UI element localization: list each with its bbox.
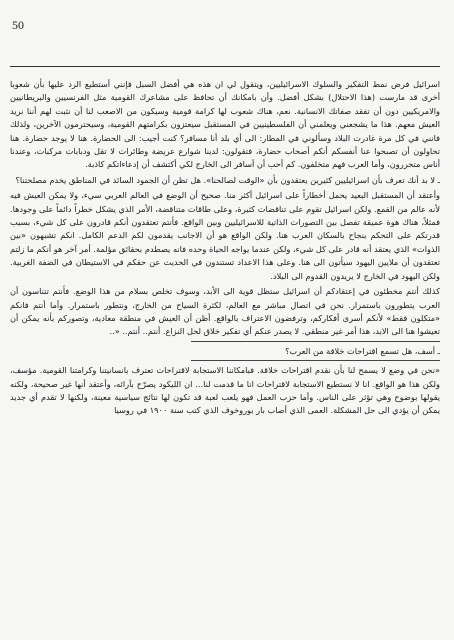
paragraph-1: اسرائيل فرض نمط التفكير والسلوك الاسرائيليين، ويتقول لي ان هذه هي أفضل السبل فإنني أستطيع الرد عليها بأن شعوبا أخرى قد مارست (هذا الاحتلال) بشكل أفضل. وأن بامكانك أن تحافظ على مشاعرك القومية مثل الفرنسيين والبريطانيين والامريكيين دون أن تفقد صفاتك الانسانية. نعم، هناك شعوب لها كرامة قومية وسيكون من الاصعب لنا أن نثبت لهم أننا نريد العيش معهم. هذا ما يشجعني ويعلمني أن الفلسطينيين في المستقبل سيعتزون بكرامتهم القومية، وسيحترمون الآخرين، ولذلك فانني في كل مرة غادرت البلاد وسألوني في المطار: الى أي بلد أنا مسافر؟ كنت أجيب: الى الحضارة. هنا لا يوجد حضارة. هنا تحاولون أن تصبحوا عنا أنفسكم أنكم أصحاب حضارة، فتقولون: لدينا شوارع عريضة وطائرات لا تقل ودبابات مركبات، وعندنا أناس متحررون، وأما العرب فهم متخلفون. كم أحب أن أسافر الى الخارج لكي أكتشف أن إدعاءاتكم كاذبة. [10,79,440,170]
answer-paragraph: «نحن في وضع لا يسمح لنا بأن نقدم اقتراحات خلاقة. فبامكاننا الاستجابة لاقتراحات تعترف بانسانيتنا وكرامتنا القومية. مؤسف، ولكن هذا هو الواقع. انا لا نستطيع الاستجابة لاقتراحات انا ما قدمت لنا... ان الليكود يصرّح بآرائه، وأعتقد أنها غير صحيحة، ولكنه يقولها بوضوح وهي تؤثر على الناس. وأما حزب العمل فهو يلعب لعبة قد تكون لها نتائج سياسية معينة، ولكنها لا تقدم أي جديد يمكن أن يؤدي الى حل المشكلة. العمى الذي أصاب بار بوروخوف الذي كتب سنة ١٩٠٠ في روسيا [10,365,440,416]
header-rule [10,66,440,67]
paragraph-3: وأعتقد أن المستقبل البعيد يحمل أخطاراً على اسرائيل أكثر منا. صحيح أن الوضع في العالم العربي سيء، ولا يمكن العيش فيه لأنه عالم من القمع. ولكن اسرائيل تقوم على تناقضات كثيرة، وعلى طاقات متناقضة، الأمر الذي يشكل خطراً دائماً على وجودها. فمثلاً، هناك هوة عميقة تفصل بين التصورات الذاتية للاسرائيليين وبين الواقع. فأنتم تعتقدون أنكم قادرون على كل شيء، بسبب قدرتكم على التحكم بنجاح بالسكان العرب هنا. ولكن الواقع هو أن الاجانب يقدمون لكم الدعم الكامل. انكم تشبهون «بين الذوات» الذي يعتقد أنه قادر على كل شيء، ولكن عندما يواجه الحياة وحده فانه يصطدم بحقائق مؤلمة. أمر آخر هو أنكم ما زلتم تعتقدون أن ملايين اليهود سيأتون الى هنا. وعلى هذا الاعداد تستندون في الحديث عن حقكم في الاستيطان في الضفة الغربية. ولكن اليهود في الخارج لا يريدون القدوم الى البلاد. [10,190,440,281]
question-line: ـ أسف، هل تسمع اقتراحات خلاقة من العرب؟ [285,345,440,356]
section-divider [191,341,440,342]
paragraph-4: كذلك أنتم مخطئون في إعتقادكم أن اسرائيل ستظل قوية الى الأبد، وسوف تخلص بسلام من هذا الوضع. فأنتم تتناسون أن العرب يتطورون باستمرار. نحن في اتصال مباشر مع العالم، لكثرة السياح من الخارج، ونتطور باستمرار. وأما أنتم فانكم «متكلون فقط» لأنكم أسرى أفكاركم، وترفضون الاعتراف بالواقع. أظن أن العيش في منطقة معادية، وتصوركم بأنه يمكن أن تعيشوا هنا الى الابد، هذا أمر غير منطقي. لا يصدر عنكم أي تفكير خلاق لحل النزاع. أنتم.. أنتم.. «.. [10,286,440,337]
body-text [10,78,440,626]
paragraph-2: ـ لا بد أنك تعرف بأن اسرائيليين كثيرين يعتقدون بأن «الوقت لصالحنا». هل تظن أن الجمود السائد في المناطق يخدم مصلحتنا؟ [15,174,440,185]
section-divider-2 [191,360,440,361]
page-number: 50 [12,18,24,32]
